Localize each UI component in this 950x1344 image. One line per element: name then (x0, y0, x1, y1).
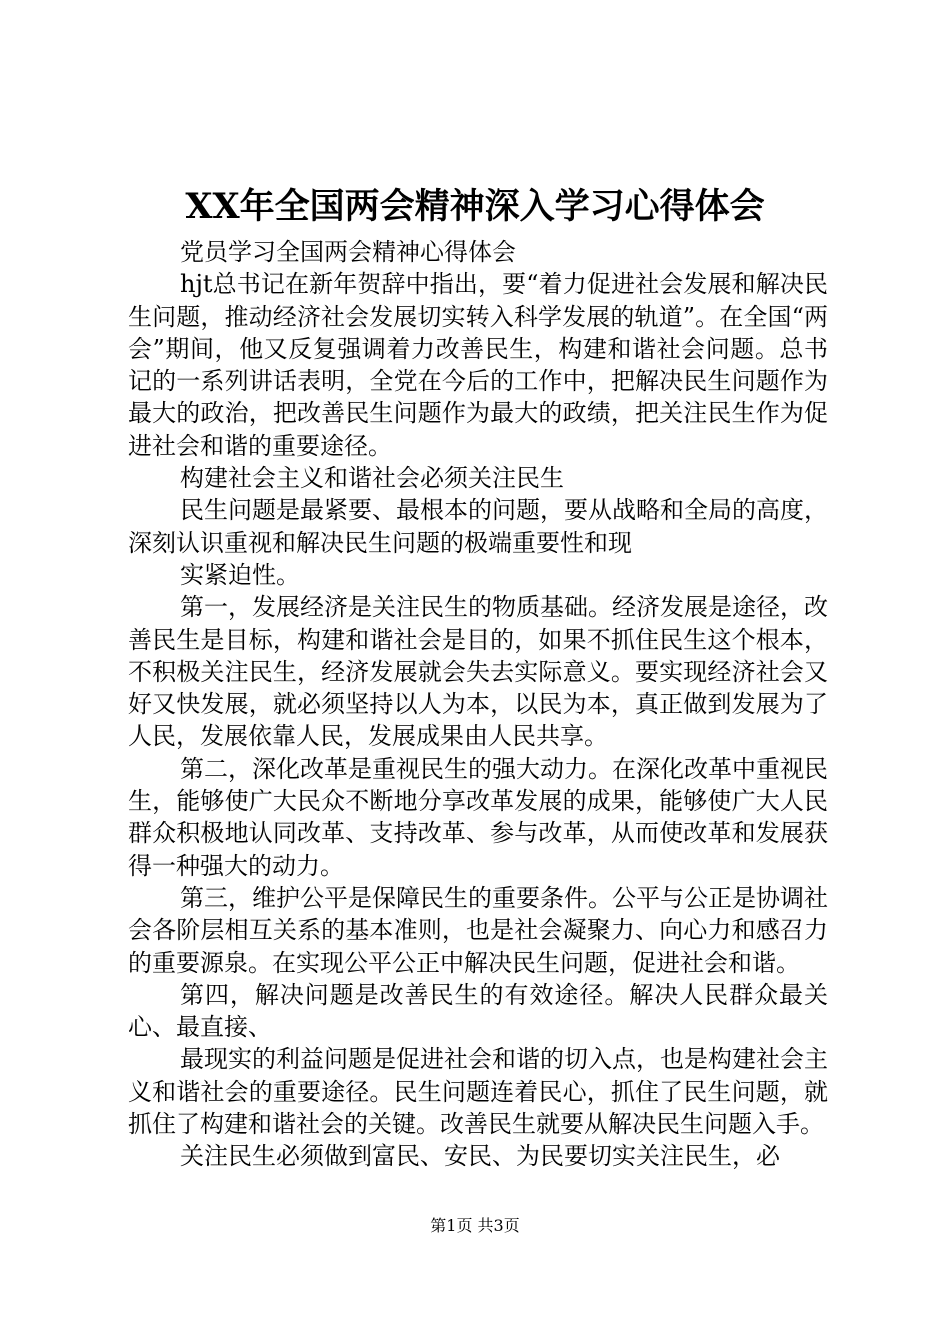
paragraph: 关注民生必须做到富民、安民、为民要切实关注民生，必 (180, 1142, 780, 1171)
page-number-footer: 第1页 共3页 (430, 1216, 520, 1235)
paragraph: hjt总书记在新年贺辞中指出，要“着力促进社会发展和解决民生问题，推动经济社会发展切实转入科学发展的轨道”。在全国“两会”期间，他又反复强调着力改善民生，构建和谐社会问题。总书记的一系列讲话表明，全党在今后的工作中，把解决民生问题作为最大的政治，把改善民生问题作为最大的政绩，把关注民生作为促进社会和谐的重要途径。 (128, 270, 828, 460)
paragraph: 民生问题是最紧要、最根本的问题，要从战略和全局的高度，深刻认识重视和解决民生问题的极端重要性和现 (128, 496, 828, 557)
paragraph: 第二，深化改革是重视民生的强大动力。在深化改革中重视民生，能够使广大民众不断地分享改革发展的成果，能够使广大人民群众积极地认同改革、支持改革、参与改革，从而使改革和发展获得一种强大的动力。 (128, 754, 828, 880)
document-body (128, 236, 828, 1173)
paragraph: 第四，解决问题是改善民生的有效途径。解决人民群众最关心、最直接、 (128, 980, 828, 1042)
paragraph: 实紧迫性。 (180, 560, 300, 589)
paragraph: 第三，维护公平是保障民生的重要条件。公平与公正是协调社会各阶层相互关系的基本准则，也是社会凝聚力、向心力和感召力的重要源泉。在实现公平公正中解决民生问题，促进社会和谐。 (128, 883, 828, 977)
paragraph: 最现实的利益问题是促进社会和谐的切入点，也是构建社会主义和谐社会的重要途径。民生问题连着民心，抓住了民生问题，就抓住了构建和谐社会的关键。改善民生就要从解决民生问题入手。 (128, 1045, 828, 1139)
paragraph-heading: 构建社会主义和谐社会必须关注民生 (180, 464, 564, 493)
paragraph: 第一，发展经济是关注民生的物质基础。经济发展是途径，改善民生是目标，构建和谐社会是目的，如果不抓住民生这个根本，不积极关注民生，经济发展就会失去实际意义。要实现经济社会又好又快发展，就必须坚持以人为本，以民为本，真正做到发展为了人民，发展依靠人民，发展成果由人民共享。 (128, 593, 828, 751)
paragraph-subtitle: 党员学习全国两会精神心得体会 (180, 238, 516, 266)
document-title: XX年全国两会精神深入学习心得体会 (185, 186, 765, 227)
